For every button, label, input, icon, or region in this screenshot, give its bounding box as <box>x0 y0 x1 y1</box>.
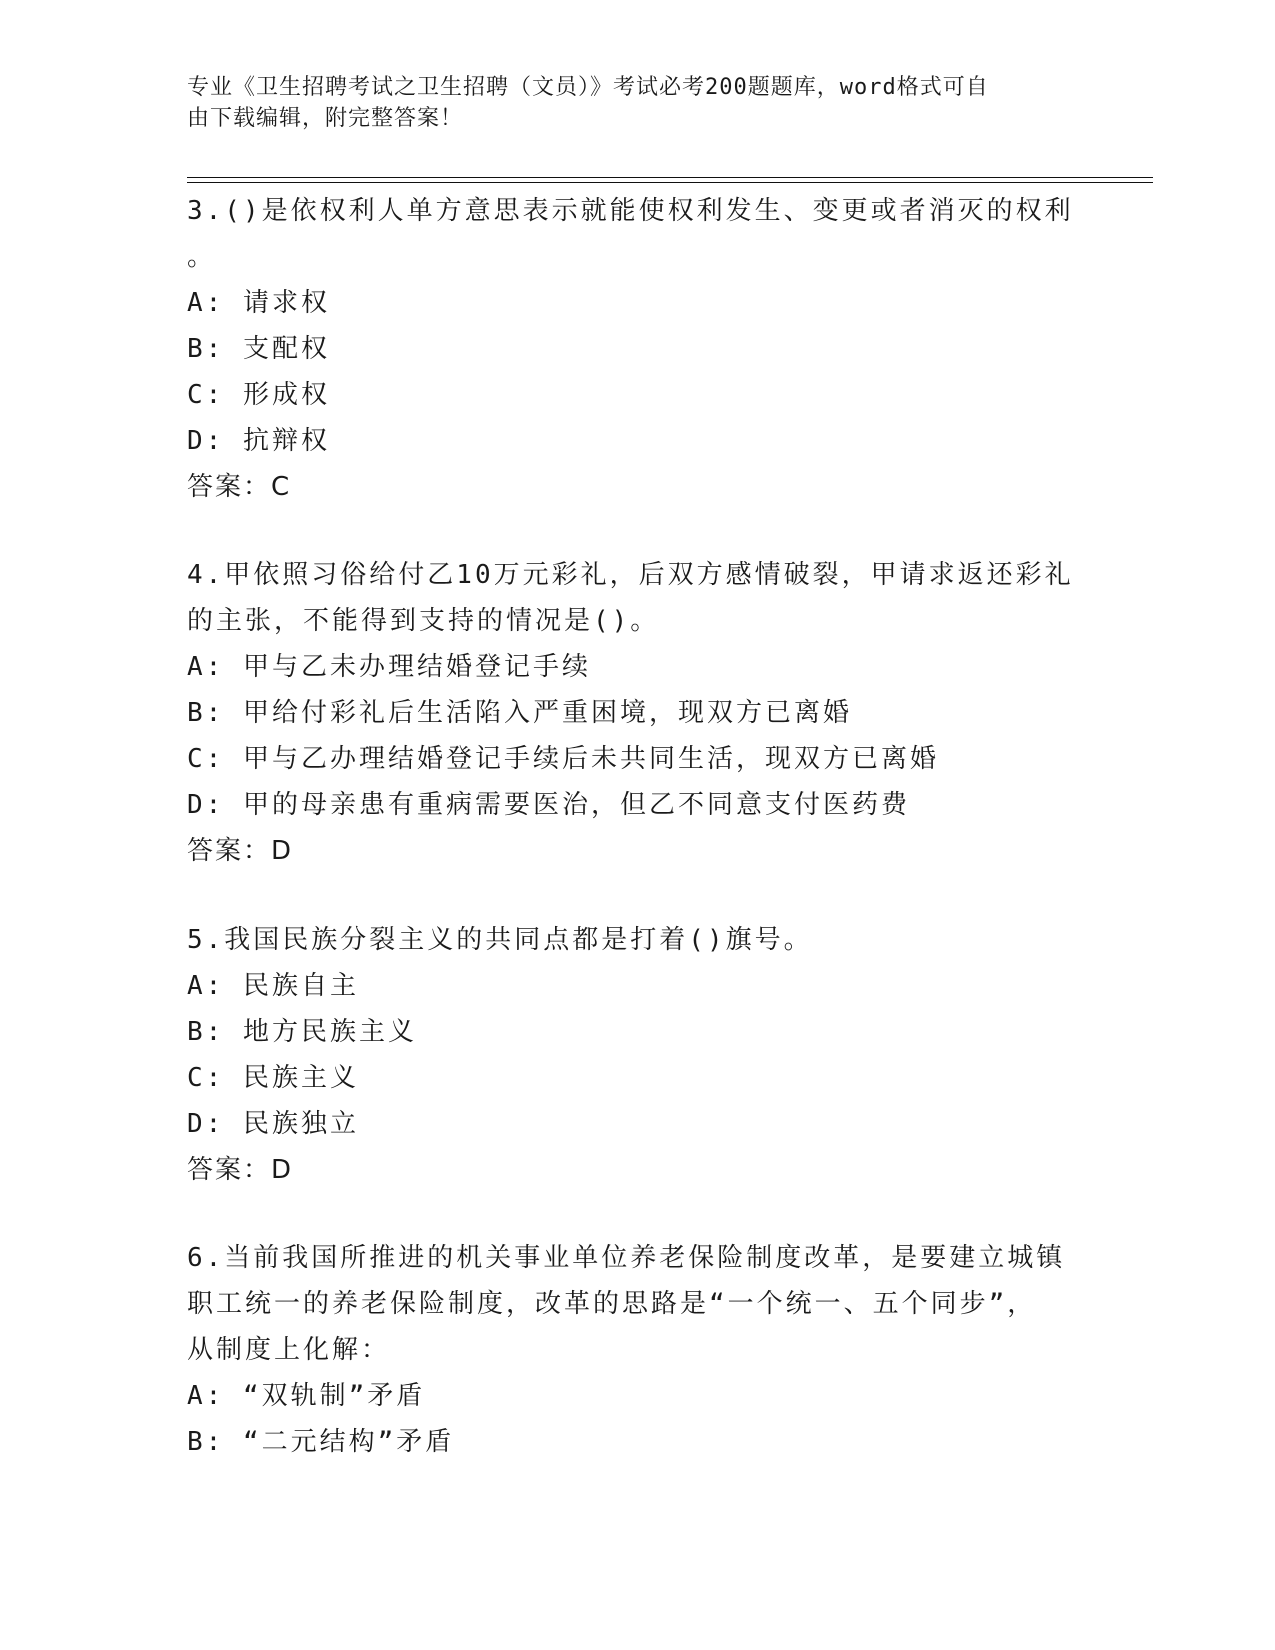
option-key: A: <box>187 288 225 318</box>
header-line-2: 由下载编辑，附完整答案！ <box>187 106 464 131</box>
option-key: D: <box>187 1109 225 1139</box>
option-text: 甲与乙办理结婚登记手续后未共同生活，现双方已离婚 <box>242 744 939 774</box>
option-key: A: <box>187 652 225 682</box>
option-b <box>187 690 1087 736</box>
option-text: 甲给付彩礼后生活陷入严重困境，现双方已离婚 <box>242 698 852 728</box>
option-key: D: <box>187 790 225 820</box>
option-b <box>187 1009 1087 1055</box>
option-key: D: <box>187 426 225 456</box>
option-a <box>187 963 1087 1009</box>
option-b <box>187 326 1087 372</box>
question-4 <box>187 552 1087 874</box>
answer-line: 答案：D <box>187 1155 294 1185</box>
option-text: 抗辩权 <box>242 426 330 456</box>
option-key: B: <box>187 334 225 364</box>
option-text: 甲的母亲患有重病需要医治，但乙不同意支付医药费 <box>242 790 910 820</box>
option-a <box>187 1373 1087 1419</box>
option-key: C: <box>187 380 225 410</box>
option-text: “二元结构”矛盾 <box>242 1427 455 1457</box>
option-key: B: <box>187 1427 225 1457</box>
question-stem-line: 的主张，不能得到支持的情况是()。 <box>187 606 660 636</box>
question-stem-line: 5.我国民族分裂主义的共同点都是打着()旗号。 <box>187 925 813 955</box>
answer-line: 答案：D <box>187 836 294 866</box>
question-stem-line: 从制度上化解： <box>187 1335 391 1365</box>
option-key: A: <box>187 1381 225 1411</box>
option-c <box>187 736 1087 782</box>
question-stem-line: 6.当前我国所推进的机关事业单位养老保险制度改革，是要建立城镇 <box>187 1243 1066 1273</box>
option-key: B: <box>187 698 225 728</box>
option-key: C: <box>187 1063 225 1093</box>
option-d <box>187 1101 1087 1147</box>
option-key: B: <box>187 1017 225 1047</box>
option-a <box>187 280 1087 326</box>
question-stem-line: 职工统一的养老保险制度，改革的思路是“一个统一、五个同步”， <box>187 1289 1037 1319</box>
answer-line: 答案：C <box>187 472 292 502</box>
header-divider-bottom <box>187 182 1153 183</box>
option-text: 民族自主 <box>242 971 359 1001</box>
option-c <box>187 372 1087 418</box>
option-text: 地方民族主义 <box>242 1017 417 1047</box>
option-text: “双轨制”矛盾 <box>242 1381 426 1411</box>
question-5 <box>187 917 1087 1193</box>
header-divider-top <box>187 177 1153 178</box>
option-d <box>187 782 1087 828</box>
option-key: C: <box>187 744 225 774</box>
option-key: A: <box>187 971 225 1001</box>
option-text: 甲与乙未办理结婚登记手续 <box>242 652 591 682</box>
option-text: 请求权 <box>242 288 330 318</box>
option-b <box>187 1419 1087 1465</box>
option-d <box>187 418 1087 464</box>
option-text: 民族独立 <box>242 1109 359 1139</box>
document-header <box>187 72 1067 134</box>
option-text: 支配权 <box>242 334 330 364</box>
option-text: 民族主义 <box>242 1063 359 1093</box>
option-c <box>187 1055 1087 1101</box>
option-a <box>187 644 1087 690</box>
header-line-1: 专业《卫生招聘考试之卫生招聘（文员）》考试必考200题题库，word格式可自 <box>187 75 989 100</box>
question-stem-line: 3.()是依权利人单方意思表示就能使权利发生、变更或者消灭的权利 <box>187 196 1074 226</box>
question-stem-line: 。 <box>187 242 217 272</box>
question-6 <box>187 1235 1087 1465</box>
question-3 <box>187 188 1087 510</box>
question-stem-line: 4.甲依照习俗给付乙10万元彩礼，后双方感情破裂，甲请求返还彩礼 <box>187 560 1074 590</box>
option-text: 形成权 <box>242 380 330 410</box>
